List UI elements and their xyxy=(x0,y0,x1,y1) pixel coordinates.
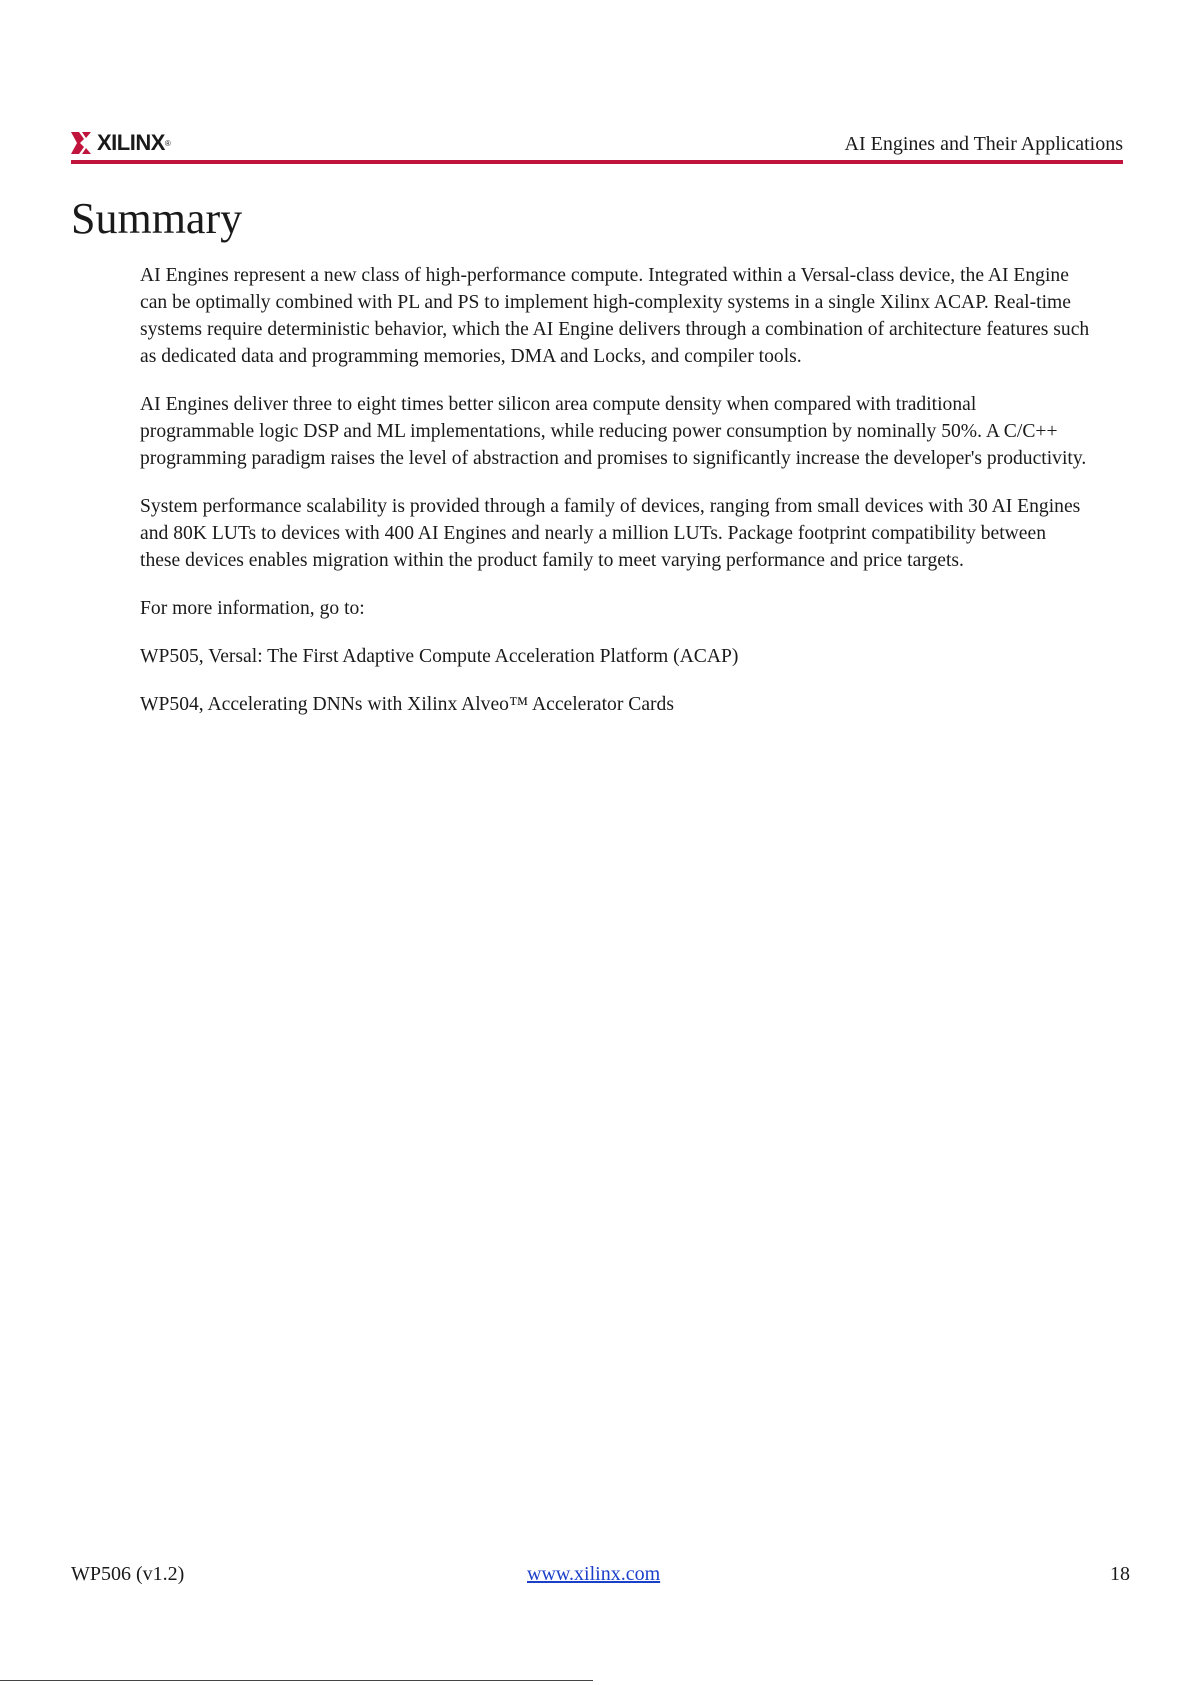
reference-link-wp505[interactable]: WP505, Versal: The First Adaptive Compute Acceleration Platform (ACAP) xyxy=(140,646,739,667)
footer-doc-id: WP506 (v1.2) xyxy=(71,1563,185,1585)
logo-registered-mark: ® xyxy=(164,138,171,148)
paragraph: For more information, go to: xyxy=(140,598,365,619)
reference-link-wp504[interactable]: WP504, Accelerating DNNs with Xilinx Alveo™ Accelerator Cards xyxy=(140,694,674,715)
body-content xyxy=(140,262,1090,739)
footer-page-number: 18 xyxy=(1110,1563,1130,1585)
paragraph: AI Engines deliver three to eight times better silicon area compute density when compared with traditional programmable logic DSP and ML implementations, while reducing power consumption by nominally 50%. A C/C++ programming paradigm raises the level of abstraction and promises to significantly increase the developer's productivity. xyxy=(140,394,1087,469)
bottom-rule xyxy=(0,1680,593,1681)
paragraph: System performance scalability is provided through a family of devices, ranging from small devices with 30 AI Engines and 80K LUTs to devices with 400 AI Engines and nearly a million LUTs. Package footprint compatibility between these devices enables migration within the product family to meet varying performance and price targets. xyxy=(140,496,1081,571)
page-header xyxy=(71,128,1123,162)
section-title: Summary xyxy=(71,194,243,243)
header-title: AI Engines and Their Applications xyxy=(844,133,1123,155)
logo-text: XILINX xyxy=(97,130,165,155)
footer-website-link[interactable]: www.xilinx.com xyxy=(527,1563,661,1585)
header-rule xyxy=(71,160,1123,164)
paragraph: AI Engines represent a new class of high-performance compute. Integrated within a Versal-class device, the AI Engine can be optimally combined with PL and PS to implement high-complexity systems in a single Xilinx ACAP. Real-time systems require deterministic behavior, which the AI Engine delivers through a combination of architecture features such as dedicated data and programming memories, DMA and Locks, and compiler tools. xyxy=(140,265,1090,367)
xilinx-logo-icon xyxy=(71,132,91,154)
xilinx-logo xyxy=(71,130,171,156)
